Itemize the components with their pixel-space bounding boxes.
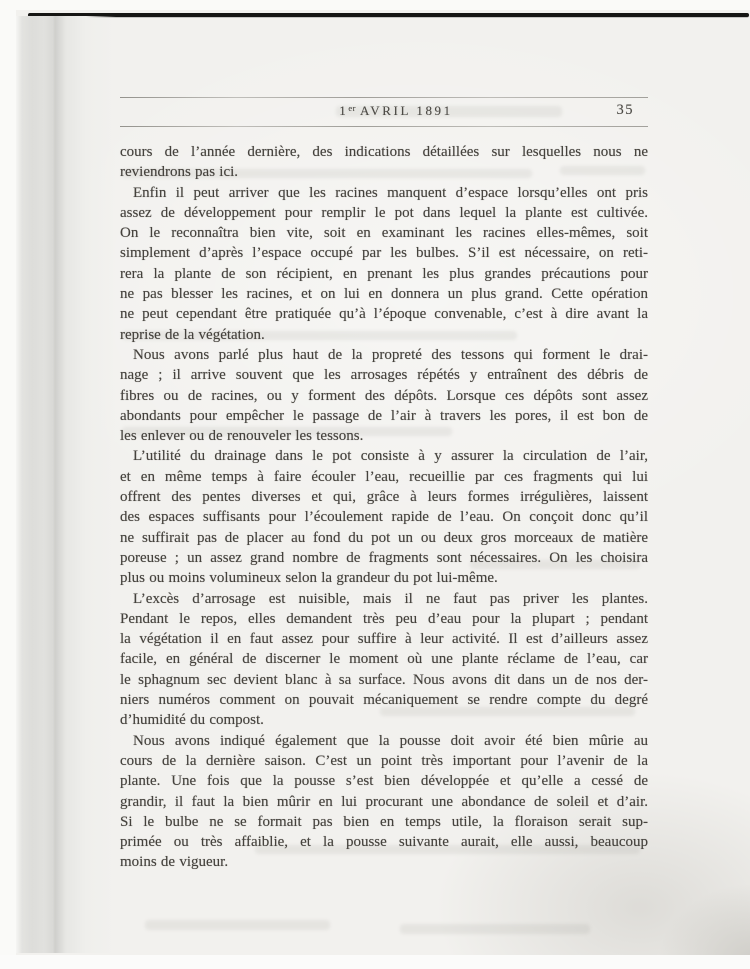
text-line: Nous avons indiqué également que la pousse doit avoir été bien mûrie au [133, 732, 648, 749]
text-line: L’utilité du drainage dans le pot consiste à y assurer la circulation de l’air, [133, 448, 648, 465]
text-line: le sphagnum sec devient blanc à sa surface. Nous avons dit dans un de nos der- [120, 671, 648, 688]
text-line: Enfin il peut arriver que les racines manquent d’espace lorsqu’elles ont pris [133, 184, 648, 201]
text-line: Si le bulbe ne se formait pas bien en temps utile, la floraison serait sup- [120, 813, 648, 830]
text-line: Pendant le repos, elles demandent très peu d’eau pour la plupart ; pendant [120, 610, 648, 627]
scan-bottom-margin [0, 955, 750, 969]
text-line: cours de l’année dernière, des indications détaillées sur lesquelles nous ne [120, 144, 648, 160]
text-line: moins de vigueur. [120, 854, 229, 871]
header-date-words: AVRIL 1891 [359, 103, 453, 118]
text-line: abondants pour empêcher le passage de l’air à travers les pores, il est bon de [120, 407, 648, 424]
header-date-superscript: er [348, 103, 356, 113]
header-rule-top [120, 97, 648, 98]
text-line: fibres ou de racines, ou y forment des dépôts. Lorsque ces dépôts sont assez [120, 387, 648, 404]
text-line: On le reconnaîtra bien vite, soit en examinant les racines elles-mêmes, soit [120, 225, 648, 242]
text-line: rera la plante de son récipient, en prenant les plus grandes précautions pour [120, 265, 648, 282]
text-line: la végétation il en faut assez pour suffire à leur activité. Il est d’ailleurs assez [120, 631, 648, 648]
text-line: plante. Une fois que la pousse s’est bien développée et qu’elle a cessé de [120, 773, 648, 790]
text-line: ne suffirait pas de placer au fond du pot un ou deux gros morceaux de matière [120, 529, 648, 546]
header-date-number: 1 [339, 103, 349, 118]
text-line: niers numéros comment on pouvait mécaniquement se rendre compte du degré [120, 692, 648, 709]
text-line: L’excès d’arrosage est nuisible, mais il ne faut pas priver les plantes. [133, 590, 648, 607]
text-line: cours de la dernière saison. C’est un point très important pour l’avenir de la [120, 752, 648, 769]
text-line: offrent des pentes diverses et qui, grâce à leurs formes irrégulières, laissent [120, 489, 648, 506]
page-body-text [120, 142, 648, 873]
page-number: 35 [616, 102, 634, 118]
text-line: plus ou moins volumineux selon la grandeur du pot lui-même. [120, 570, 498, 587]
text-line: primée ou très affaiblie, et la pousse suivante aurait, elle aussi, beaucoup [120, 834, 648, 851]
text-line: simplement d’après l’espace occupé par les bulbes. S’il est nécessaire, on reti- [120, 245, 648, 262]
scan-edge-line [28, 13, 749, 17]
text-line: les enlever ou de renouveler les tessons. [120, 428, 364, 445]
text-line: des espaces suffisants pour l’écoulement rapide de l’eau. On conçoit donc qu’il [120, 509, 648, 526]
text-line: d’humidité du compost. [120, 712, 264, 729]
text-line: reprise de la végétation. [120, 326, 265, 343]
text-line: et en même temps à faire écouler l’eau, recueillie par ces fragments qui lui [120, 468, 648, 485]
text-line: ne peut cependant être pratiquée qu’à l’époque convenable, c’est à dire avant la [120, 306, 648, 323]
text-line: assez de développement pour remplir le pot dans lequel la plante est cultivée. [120, 204, 648, 221]
gutter-shadow [16, 16, 116, 953]
page-header [120, 101, 648, 123]
text-line: Nous avons parlé plus haut de la propreté des tessons qui forment le drai- [133, 346, 648, 363]
text-line: ne pas blesser les racines, et on lui en donnera un plus grand. Cette opération [120, 286, 648, 303]
text-line: grandir, il faut la bien mûrir en lui procurant une abondance de soleil et d’air. [120, 793, 648, 810]
text-line: nage ; il arrive souvent que les arrosages répétés y entraînent des débris de [120, 367, 648, 384]
header-date [132, 103, 660, 119]
bleed-through-artifact [400, 924, 590, 934]
bleed-through-artifact [145, 920, 330, 930]
text-line: reviendrons pas ici. [120, 164, 239, 181]
text-line: facile, en général de discerner le moment où une plante réclame de l’eau, car [120, 651, 648, 668]
header-rule-bottom [120, 126, 648, 127]
page-curl-shadow [660, 885, 750, 955]
text-line: poreuse ; un assez grand nombre de fragments sont nécessaires. On les choisira [120, 549, 648, 566]
